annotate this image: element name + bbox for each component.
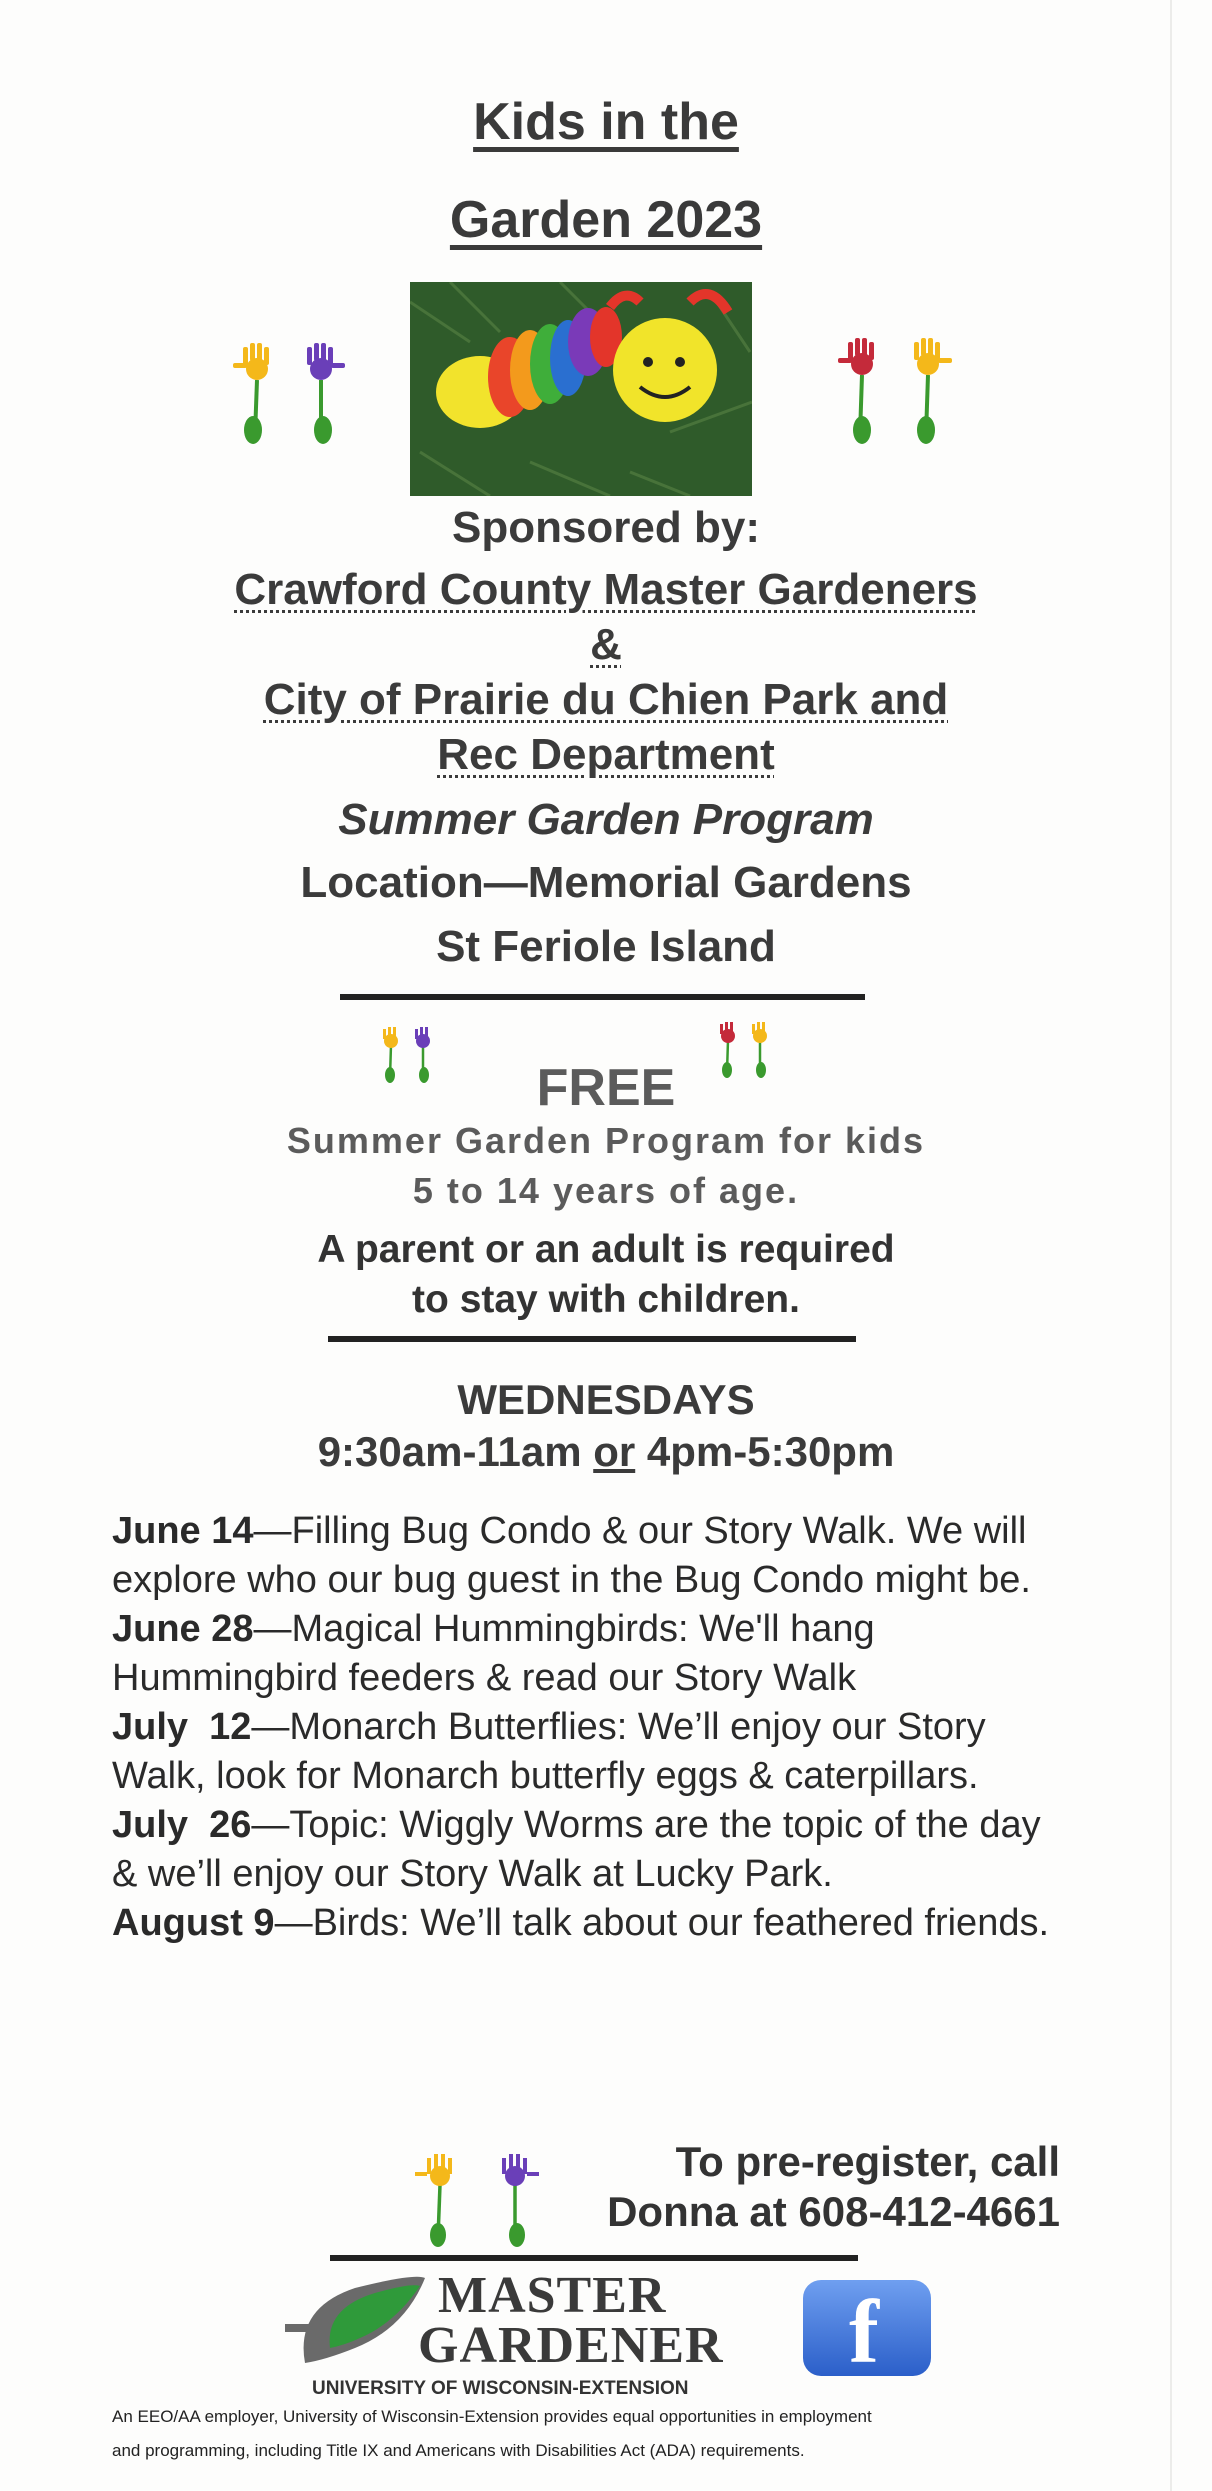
time-afternoon: 4pm-5:30pm	[646, 1428, 895, 1475]
location-line-2: St Feriole Island	[436, 922, 776, 971]
schedule-date: June 28	[112, 1608, 254, 1650]
sponsor-city-line-2: Rec Department	[437, 730, 775, 779]
divider-1	[340, 994, 865, 1000]
facebook-icon: f	[803, 2280, 931, 2376]
schedule-date: June 14	[112, 1510, 254, 1552]
schedule-item	[112, 1507, 1072, 1605]
handprint-flowers-right-icon	[830, 330, 970, 455]
divider-2	[328, 1336, 856, 1342]
schedule-text: —Birds: We’ll talk about our feathered friends.	[274, 1902, 1050, 1944]
sponsored-by-heading: Sponsored by:	[451, 503, 761, 552]
day-heading: WEDNESDAYS	[457, 1376, 755, 1423]
time-or: or	[593, 1428, 636, 1475]
schedule-date: July 26	[112, 1804, 252, 1846]
title-line-1: Kids in the	[473, 93, 739, 151]
schedule-item	[112, 1801, 1072, 1899]
free-heading: FREE	[536, 1059, 676, 1117]
caterpillar-photo	[410, 282, 752, 496]
time-line	[0, 1428, 1212, 1476]
schedule-text: —Monarch Butterflies: We’ll enjoy our Story Walk, look for Monarch butterfly eggs & caterpillars.	[112, 1706, 986, 1797]
handprint-flowers-left-icon	[225, 335, 365, 455]
location-line-1: Location—Memorial Gardens	[300, 858, 912, 907]
schedule-text: —Topic: Wiggly Worms are the topic of the day & we’ll enjoy our Story Walk at Lucky Park.	[112, 1804, 1041, 1895]
title-line-2: Garden 2023	[449, 191, 763, 249]
schedule-date: July 12	[112, 1706, 252, 1748]
free-line-1: Summer Garden Program for kids	[286, 1120, 926, 1161]
sponsor-city-line-1: City of Prairie du Chien Park and	[263, 675, 949, 724]
sponsor-master-gardeners: Crawford County Master Gardeners	[234, 565, 978, 614]
master-gardener-leaf-icon	[285, 2268, 435, 2368]
parent-note-line-2: to stay with children.	[412, 1278, 800, 1321]
logo-subtitle: UNIVERSITY OF WISCONSIN-EXTENSION	[312, 2378, 689, 2399]
sponsor-ampersand: &	[590, 620, 622, 669]
divider-3	[330, 2255, 858, 2261]
register-line-1: To pre-register, call	[675, 2138, 1060, 2185]
schedule-item	[112, 1703, 1072, 1801]
program-name: Summer Garden Program	[338, 795, 874, 844]
schedule-text: —Magical Hummingbirds: We'll hang Hummingbird feeders & read our Story Walk	[112, 1608, 875, 1699]
time-morning: 9:30am-11am	[317, 1428, 582, 1475]
disclaimer-line-1: An EEO/AA employer, University of Wisconsin-Extension provides equal opportunities in employment	[112, 2407, 872, 2426]
disclaimer	[112, 2400, 1112, 2468]
logo-master: MASTER	[438, 2267, 667, 2324]
schedule-item	[112, 1605, 1072, 1703]
logo-gardener: GARDENER	[418, 2317, 724, 2374]
schedule-text: —Filling Bug Condo & our Story Walk. We will explore who our bug guest in the Bug Condo might be.	[112, 1510, 1031, 1601]
schedule-date: August 9	[112, 1902, 275, 1944]
register-phone: Donna at 608-412-4661	[607, 2188, 1060, 2235]
free-line-2: 5 to 14 years of age.	[412, 1170, 800, 1211]
parent-note-line-1: A parent or an adult is required	[317, 1228, 895, 1271]
schedule-list	[112, 1507, 1072, 1948]
schedule-item	[112, 1899, 1072, 1948]
disclaimer-line-2: and programming, including Title IX and Americans with Disabilities Act (ADA) requirements.	[112, 2441, 805, 2460]
